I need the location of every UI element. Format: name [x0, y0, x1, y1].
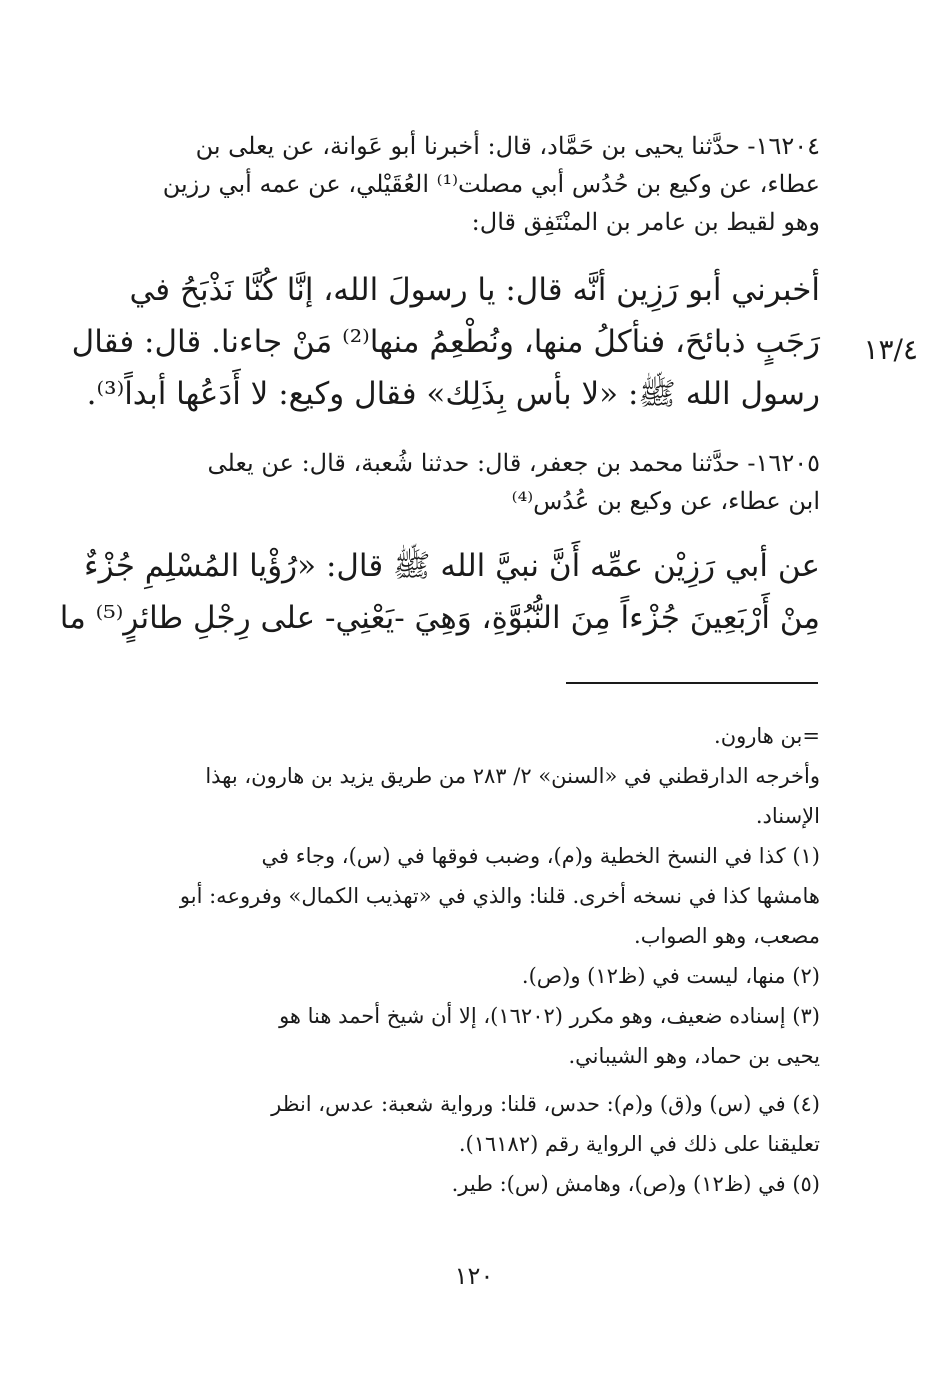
- hadith-16205-matn: [59, 540, 820, 644]
- footnote-line: وأخرجه الدارقطني في «السنن» ٢/ ٢٨٣ من طريق يزيد بن هارون، بهذا: [205, 764, 820, 788]
- hadith-16204-matn: [71, 264, 820, 420]
- footnote-line: هامشها كذا في نسخه أخرى. قلنا: والذي في «تهذيب الكمال» وفروعه: أبو: [179, 884, 820, 908]
- text-line: عن أبي رَزِيْن عمِّه أَنَّ نبيَّ الله ﷺ قال: «رُؤْيا المُسْلِمِ جُزْءٌ: [84, 548, 820, 584]
- text-line: أخبرني أبو رَزِين أنَّه قال: يا رسولَ الله، إنَّا كُنَّا نَذْبَحُ في: [129, 272, 820, 308]
- footnote-4: [130, 1084, 820, 1164]
- footnote-line: (٢) منها، ليست في (ظ١٢) و(ص).: [521, 964, 820, 988]
- hadith-16205-isnad: [130, 444, 820, 520]
- footnote-line: (٣) إسناده ضعيف، وهو مكرر (١٦٢٠٢)، إلا أن شيخ أحمد هنا هو: [279, 1004, 820, 1028]
- text-line: ١٦٢٠٥- حدَّثنا محمد بن جعفر، قال: حدثنا شُعبة، قال: عن يعلى: [207, 449, 820, 477]
- hadith-16204-isnad: [130, 127, 820, 241]
- footnote-1: [130, 836, 820, 956]
- footnote-line: يحيى بن حماد، وهو الشيباني.: [568, 1044, 820, 1068]
- page-number: ١٢٠: [454, 1262, 494, 1290]
- footnote-continuation: [130, 716, 820, 836]
- text-line: مِنْ أَرْبَعِينَ جُزْءاً مِنَ النُّبُوَّةِ، وَهِيَ -يَعْنِي- على رِجْلِ طائرٍ⁽⁵⁾ ما: [59, 600, 820, 636]
- footnote-separator: [566, 682, 818, 684]
- text-line: وهو لقيط بن عامر بن المنْتَفِق قال:: [471, 208, 820, 236]
- footnote-line: الإسناد.: [755, 804, 820, 828]
- text-line: عطاء، عن وكيع بن حُدُس أبي مصلت⁽¹⁾ العُقَيْلي، عن عمه أبي رزين: [162, 170, 820, 198]
- text-line: ابن عطاء، عن وكيع بن عُدُس⁽⁴⁾: [511, 487, 820, 515]
- footnote-3: [130, 996, 820, 1076]
- footnote-line: تعليقنا على ذلك في الرواية رقم (١٦١٨٢).: [458, 1132, 820, 1156]
- text-line: ١٦٢٠٤- حدَّثنا يحيى بن حَمَّاد، قال: أخبرنا أبو عَوانة، عن يعلى بن: [195, 132, 820, 160]
- text-line: رَجَبٍ ذبائحَ، فنأكلُ منها، ونُطْعِمُ منها⁽²⁾ مَنْ جاءنا. قال: فقال: [71, 324, 820, 360]
- footnote-line: (١) كذا في النسخ الخطية و(م)، وضبب فوقها في (س)، وجاء في: [261, 844, 820, 868]
- footnote-2: [130, 956, 820, 996]
- footnote-line: (٥) في (ظ١٢) و(ص)، وهامش (س): طير.: [451, 1172, 820, 1196]
- footnote-line: مصعب، وهو الصواب.: [634, 924, 820, 948]
- footnote-line: (٤) في (س) و(ق) و(م): حدس، قلنا: ورواية شعبة: عدس، انظر: [271, 1092, 820, 1116]
- volume-page-reference: ١٣/٤: [863, 333, 918, 366]
- text-line: رسول الله ﷺ: «لا بأس بِذَلِك» فقال وكيع: لا أَدَعُها أبداً⁽³⁾.: [86, 376, 820, 412]
- footnote-line: =بن هارون.: [714, 724, 820, 748]
- footnote-5: [130, 1164, 820, 1204]
